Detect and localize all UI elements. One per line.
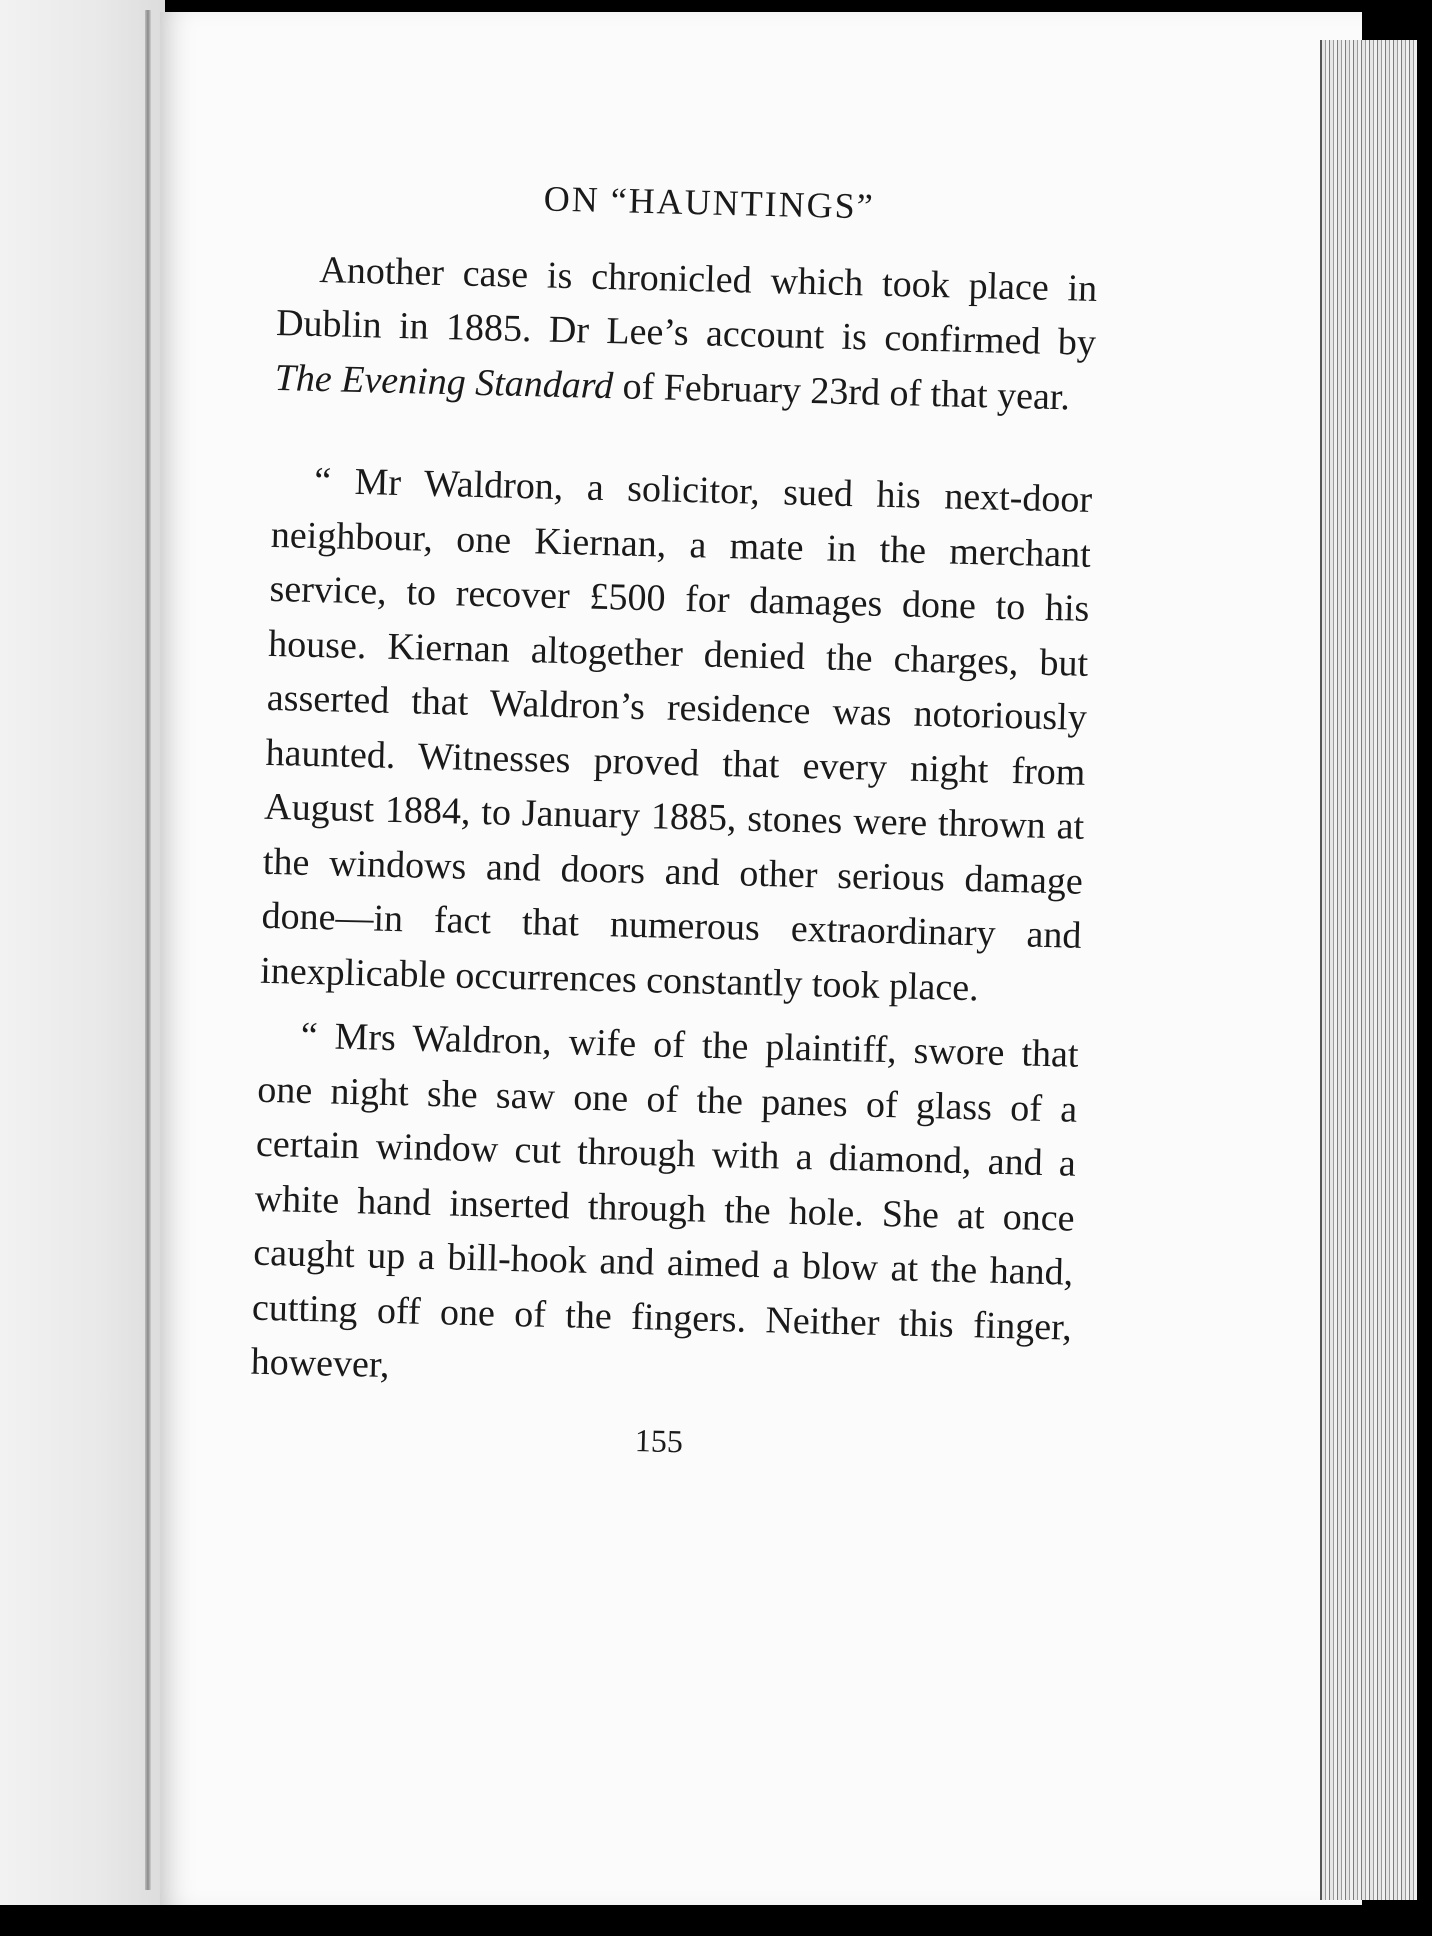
page-text	[248, 165, 1099, 1478]
paragraph-1	[274, 241, 1098, 424]
paragraph-1-text-b: of February 23rd of that year.	[612, 364, 1071, 418]
paragraph-2: “ Mr Waldron, a solicitor, sued his next-door neighbour, one Kiernan, a mate in the merchant service, to recover £500 for damages done to his house. Kiernan altogether denied the charges, but asserted that Waldron’s residence was notoriously haunted. Witnesses proved that every night from August 1884, to January 1885, stones were thrown at the windows and doors and other serious damage done—in fact that numerous extraordinary and inexplicable occurrences constantly took place.	[259, 459, 1093, 1009]
paragraph-1-text-a: Another case is chronicled which took place in Dublin in 1885. Dr Lee’s account is confirmed by	[275, 248, 1098, 364]
paragraph-3: “ Mrs Waldron, wife of the plaintiff, swore that one night she saw one of the panes of glass of a certain window cut through with a diamond, and a white hand inserted through the hole. She at once caught up a bill-hook and aimed a blow at the hand, cutting off one of the fingers. Neither this finger, however,	[250, 1014, 1080, 1387]
page-number: 155	[634, 1421, 684, 1459]
left-facing-page	[0, 0, 165, 1905]
newspaper-title: The Evening Standard	[274, 356, 614, 407]
page-fold	[145, 10, 151, 1890]
page-edges	[1320, 40, 1417, 1900]
running-head: ON “HAUNTINGS”	[543, 178, 876, 227]
